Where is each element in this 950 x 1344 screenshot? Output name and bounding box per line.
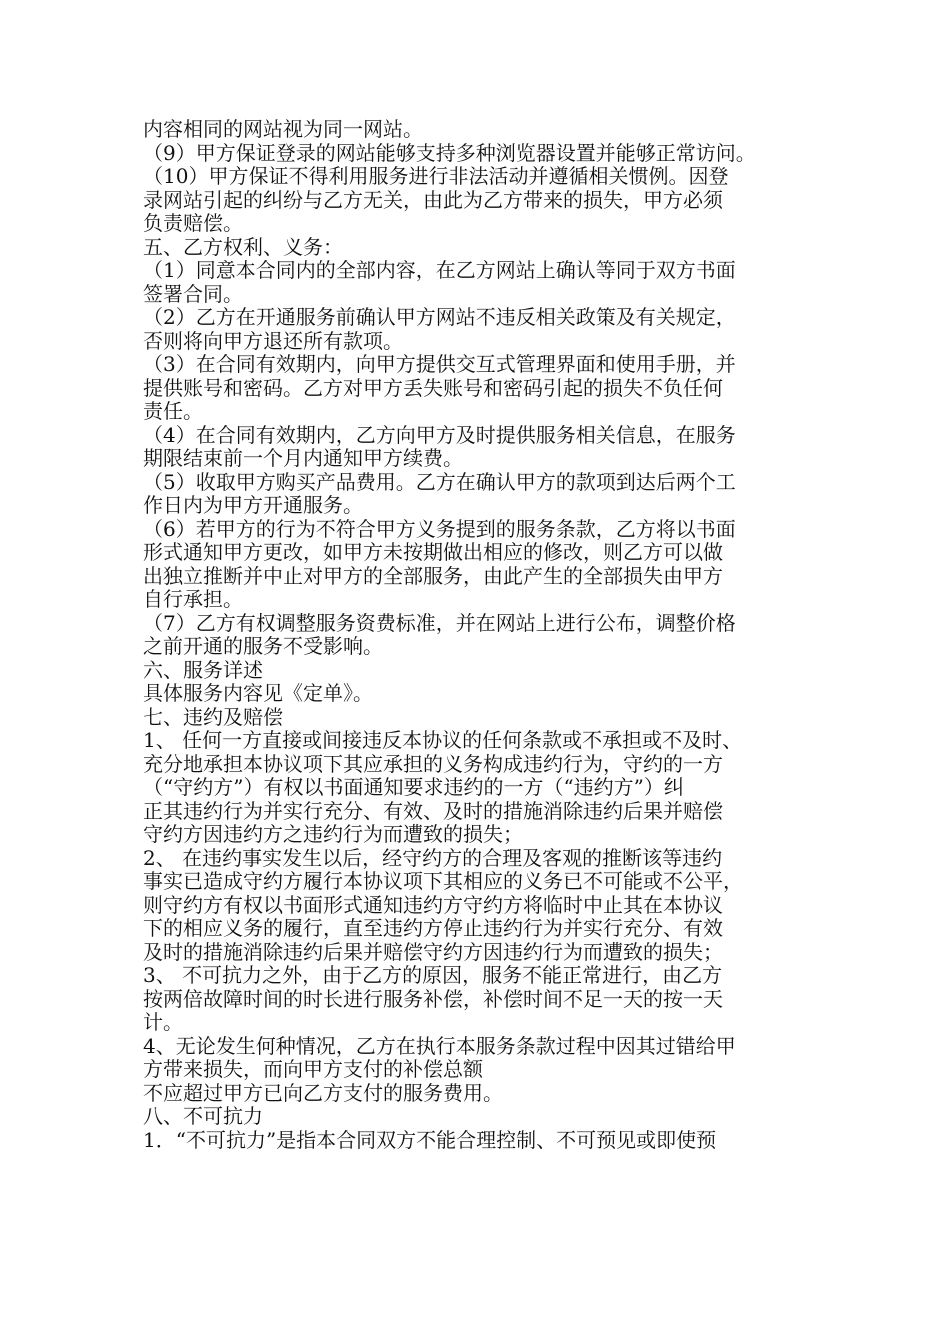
text-line: 则守约方有权以书面形式通知违约方守约方将临时中止其在本协议 [143,892,723,917]
text-line: 事实已造成守约方履行本协议项下其相应的义务已不可能或不公平， [143,869,743,893]
text-line: 内容相同的网站视为同一网站。 [143,117,423,141]
text-line: （2）乙方在开通服务前确认甲方网站不违反相关政策及有关规定， [143,305,736,329]
text-line: 2、 在违约事实发生以后，经守约方的合理及客观的推断该等违约 [143,845,723,870]
text-line: 责任。 [143,399,203,423]
text-line: （3）在合同有效期内，向甲方提供交互式管理界面和使用手册，并 [143,352,736,376]
text-line: 充分地承担本协议项下其应承担的义务构成违约行为，守约的一方 [143,751,723,776]
text-line: （7）乙方有权调整服务资费标准，并在网站上进行公布，调整价格 [143,610,736,635]
text-line: 作日内为甲方开通服务。 [143,493,363,517]
text-line: 形式通知甲方更改，如甲方未按期做出相应的修改，则乙方可以做 [143,540,723,564]
text-line: 计。 [143,1010,183,1034]
text-line: 1、 任何一方直接或间接违反本协议的任何条款或不承担或不及时、 [143,728,743,752]
text-line: 出独立推断并中止对甲方的全部服务，由此产生的全部损失由甲方 [143,563,723,588]
text-line: 录网站引起的纠纷与乙方无关，由此为乙方带来的损失，甲方必须 [143,187,723,212]
text-line: 守约方因违约方之违约行为而遭致的损失； [143,822,523,846]
text-line: （10）甲方保证不得利用服务进行非法活动并遵循相关惯例。因登 [143,164,729,188]
text-line: 及时的措施消除违约后果并赔偿守约方因违约行为而遭致的损失； [143,939,723,964]
text-line: 不应超过甲方已向乙方支付的服务费用。 [143,1080,503,1105]
text-line: 期限结束前一个月内通知甲方续费。 [143,446,463,470]
text-line: 3、 不可抗力之外，由于乙方的原因，服务不能正常进行，由乙方 [143,963,723,987]
text-line: 负责赔偿。 [143,211,243,235]
text-line: 4、无论发生何种情况，乙方在执行本服务条款过程中因其过错给甲 [143,1033,736,1058]
text-line: （“守约方”）有权以书面通知要求违约的一方（“违约方”）纠 [143,775,684,799]
section-heading: 五、乙方权利、义务： [143,234,343,259]
text-line: （5）收取甲方购买产品费用。乙方在确认甲方的款项到达后两个工 [143,469,736,494]
text-line: （1）同意本合同内的全部内容，在乙方网站上确认等同于双方书面 [143,258,736,282]
document-body [143,118,823,1152]
text-line: 方带来损失，而向甲方支付的补偿总额 [143,1057,483,1081]
text-line: （9）甲方保证登录的网站能够支持多种浏览器设置并能够正常访问。 [143,140,756,165]
text-line: 之前开通的服务不受影响。 [143,634,383,658]
text-line: 否则将向甲方退还所有款项。 [143,328,403,353]
text-line: 1．“不可抗力”是指本合同双方不能合理控制、不可预见或即使预 [143,1127,717,1152]
text-line: 正其违约行为并实行充分、有效、及时的措施消除违约后果并赔偿 [143,798,723,823]
text-line: 提供账号和密码。乙方对甲方丢失账号和密码引起的损失不负任何 [143,375,723,400]
text-line: 下的相应义务的履行，直至违约方停止违约行为并实行充分、有效 [143,916,723,940]
section-heading: 八、不可抗力 [143,1104,263,1128]
text-line: 自行承担。 [143,587,243,611]
text-line: 按两倍故障时间的时长进行服务补偿，补偿时间不足一天的按一天 [143,986,723,1011]
text-line: 签署合同。 [143,281,243,306]
text-line: 具体服务内容见《定单》。 [143,681,373,705]
text-line: （6）若甲方的行为不符合甲方义务提到的服务条款，乙方将以书面 [143,516,736,541]
text-line: （4）在合同有效期内，乙方向甲方及时提供服务相关信息，在服务 [143,422,736,447]
section-heading: 六、服务详述 [143,657,263,682]
section-heading: 七、违约及赔偿 [143,704,283,729]
